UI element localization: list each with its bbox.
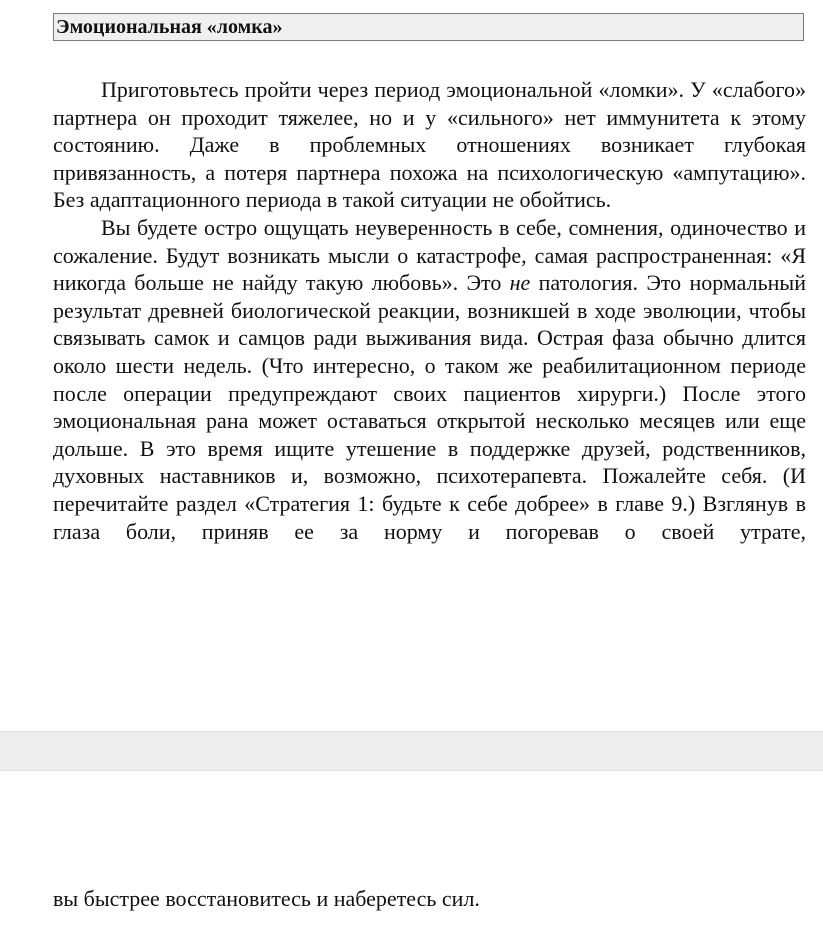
paragraph-2-italic-word: не (509, 270, 531, 296)
paragraph-2-text-end: патология. Это нормальный результат древней биологической реакции, возникшей в ходе эволюции, чтобы связывать самок и самцов ради выживания вида. Острая фаза обычно длится около шести недель. (Что интересно, о таком же реабилитационном периоде после операции предупреждают своих пациентов хирурги.) После этого эмоциональная рана может оставаться открытой несколько месяцев или еще дольше. В это время ищите утешение в поддержке друзей, родственников, духовных наставников и, возможно, психотерапевта. Пожалейте себя. (И перечитайте раздел «Стратегия 1: будьте к себе добрее» в главе 9.) Взглянув в глаза боли, приняв ее за норму и погоревав о своей утрате, (53, 270, 806, 544)
paragraph-2-text-start: Вы будете остро ощущать неуверенность в себе, сомнения, одиночество и сожаление. Будут возникать мысли о катастрофе, самая распространенная: «Я никогда больше не найду такую любовь». Это (53, 214, 806, 296)
document-page-bottom (0, 771, 823, 931)
paragraph-2 (53, 214, 806, 545)
section-heading-box (53, 13, 804, 41)
continuation-text: вы быстрее восстановитесь и наберетесь сил. (53, 886, 480, 911)
section-heading: Эмоциональная «ломка» (56, 16, 283, 38)
paragraph-1: Приготовьтесь пройти через период эмоциональной «ломки». У «слабого» партнера он проходит тяжелее, но и у «сильного» нет иммунитета к этому состоянию. Даже в проблемных отношениях возникает глубокая привязанность, а потеря партнера похожа на психологическую «ампутацию». Без адаптационного периода в такой ситуации не обойтись. (53, 77, 806, 213)
body-text (53, 76, 806, 545)
page-separator (0, 731, 823, 771)
